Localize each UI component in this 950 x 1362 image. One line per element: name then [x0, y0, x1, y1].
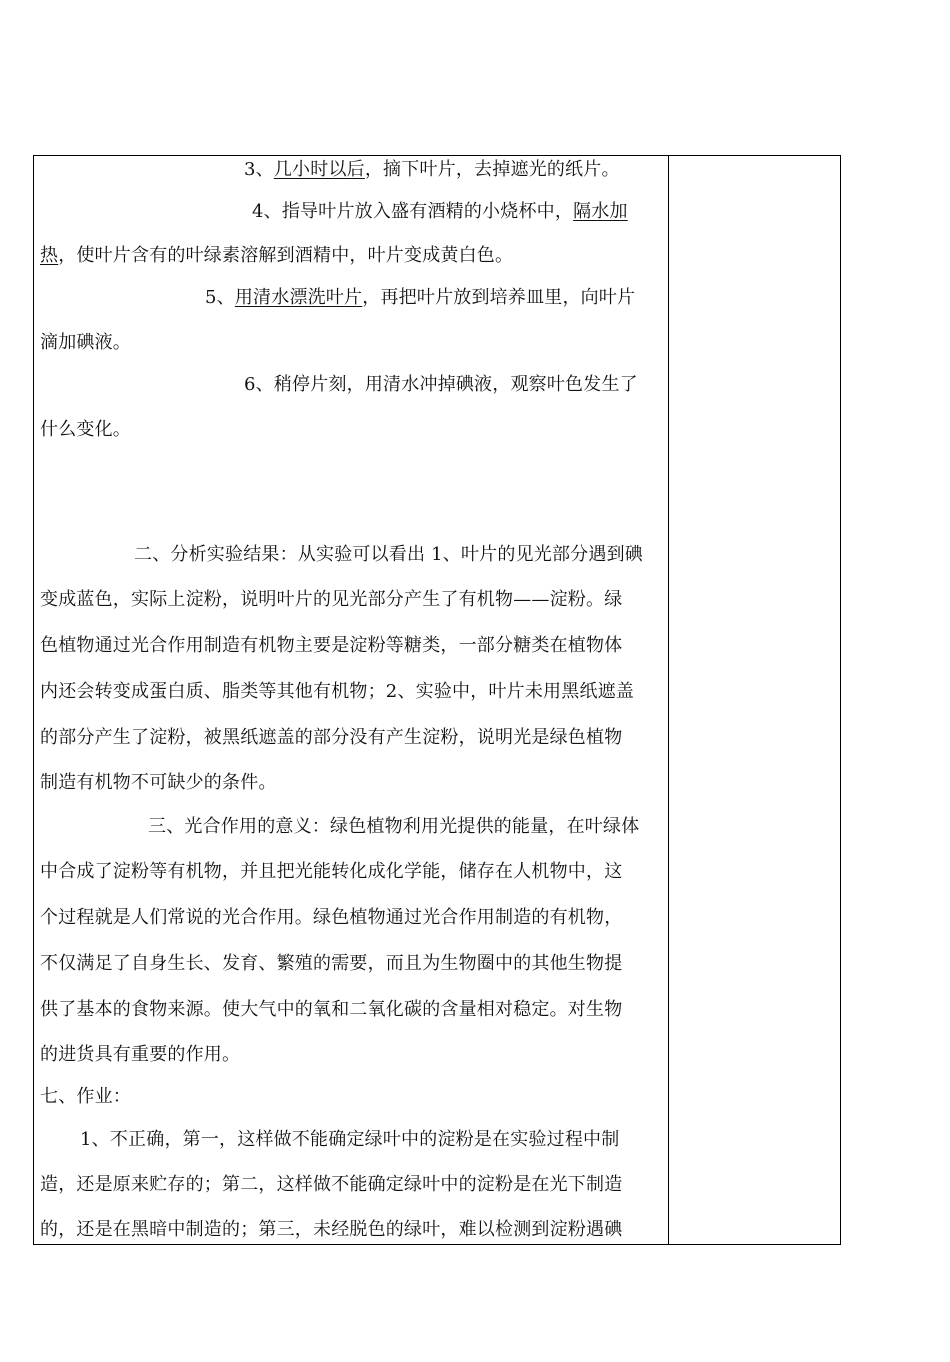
analysis-line-4: 内还会转变成蛋白质、脂类等其他有机物；2、实验中，叶片未用黑纸遮盖 [40, 681, 635, 702]
step-4-text: 4、指导叶片放入盛有酒精的小烧杯中， [252, 201, 574, 222]
step-6-line-1: 6、稍停片刻，用清水冲掉碘液，观察叶色发生了 [244, 374, 638, 395]
analysis-line-2: 变成蓝色，实际上淀粉，说明叶片的见光部分产生了有机物——淀粉。绿 [40, 589, 623, 610]
homework-line-3: 的，还是在黑暗中制造的；第三，未经脱色的绿叶，难以检测到淀粉遇碘 [40, 1219, 623, 1240]
meaning-line-5: 供了基本的食物来源。使大气中的氧和二氧化碳的含量相对稳定。对生物 [40, 999, 623, 1020]
analysis-line-6: 制造有机物不可缺少的条件。 [40, 772, 277, 793]
homework-line-1: 1、不正确，第一，这样做不能确定绿叶中的淀粉是在实验过程中制 [80, 1129, 620, 1150]
analysis-line-3: 色植物通过光合作用制造有机物主要是淀粉等糖类，一部分糖类在植物体 [40, 635, 623, 656]
meaning-line-2: 中合成了淀粉等有机物，并且把光能转化成化学能，储存在人机物中，这 [40, 861, 623, 882]
analysis-line-1: 二、分析实验结果：从实验可以看出 1、叶片的见光部分遇到碘 [134, 544, 643, 565]
meaning-line-3: 个过程就是人们常说的光合作用。绿色植物通过光合作用制造的有机物， [40, 907, 623, 928]
step-5-number: 5、 [205, 287, 235, 308]
meaning-line-4: 不仅满足了自身生长、发育、繁殖的需要，而且为生物圈中的其他生物提 [40, 953, 623, 974]
step-4-underlined-a: 隔水加 [573, 201, 628, 222]
step-4-line-1 [252, 200, 628, 224]
meaning-line-6: 的进货具有重要的作用。 [40, 1044, 241, 1065]
step-6-line-2: 什么变化。 [40, 419, 131, 440]
step-4-line-2 [40, 244, 513, 268]
step-4-underlined-b: 热 [40, 245, 59, 266]
step-4-text-2: ，使叶片含有的叶绿素溶解到酒精中，叶片变成黄白色。 [58, 245, 514, 266]
step-3-text: ，摘下叶片，去掉遮光的纸片。 [364, 159, 620, 180]
step-3-underlined: 几小时以后 [273, 159, 365, 180]
step-3-number: 3、 [244, 159, 274, 180]
table-column-divider [668, 155, 669, 1245]
step-5-line-2: 滴加碘液。 [40, 332, 131, 353]
step-5-underlined: 用清水漂洗叶片 [234, 287, 363, 308]
homework-line-2: 造，还是原来贮存的；第二，这样做不能确定绿叶中的淀粉是在光下制造 [40, 1174, 623, 1195]
step-5-line-1 [205, 286, 635, 310]
homework-heading: 七、作业： [40, 1086, 131, 1107]
analysis-line-5: 的部分产生了淀粉，被黑纸遮盖的部分没有产生淀粉，说明光是绿色植物 [40, 727, 623, 748]
step-5-text: ，再把叶片放到培养皿里，向叶片 [362, 287, 636, 308]
meaning-line-1: 三、光合作用的意义：绿色植物利用光提供的能量，在叶绿体 [148, 816, 640, 837]
step-3-line [244, 158, 620, 182]
